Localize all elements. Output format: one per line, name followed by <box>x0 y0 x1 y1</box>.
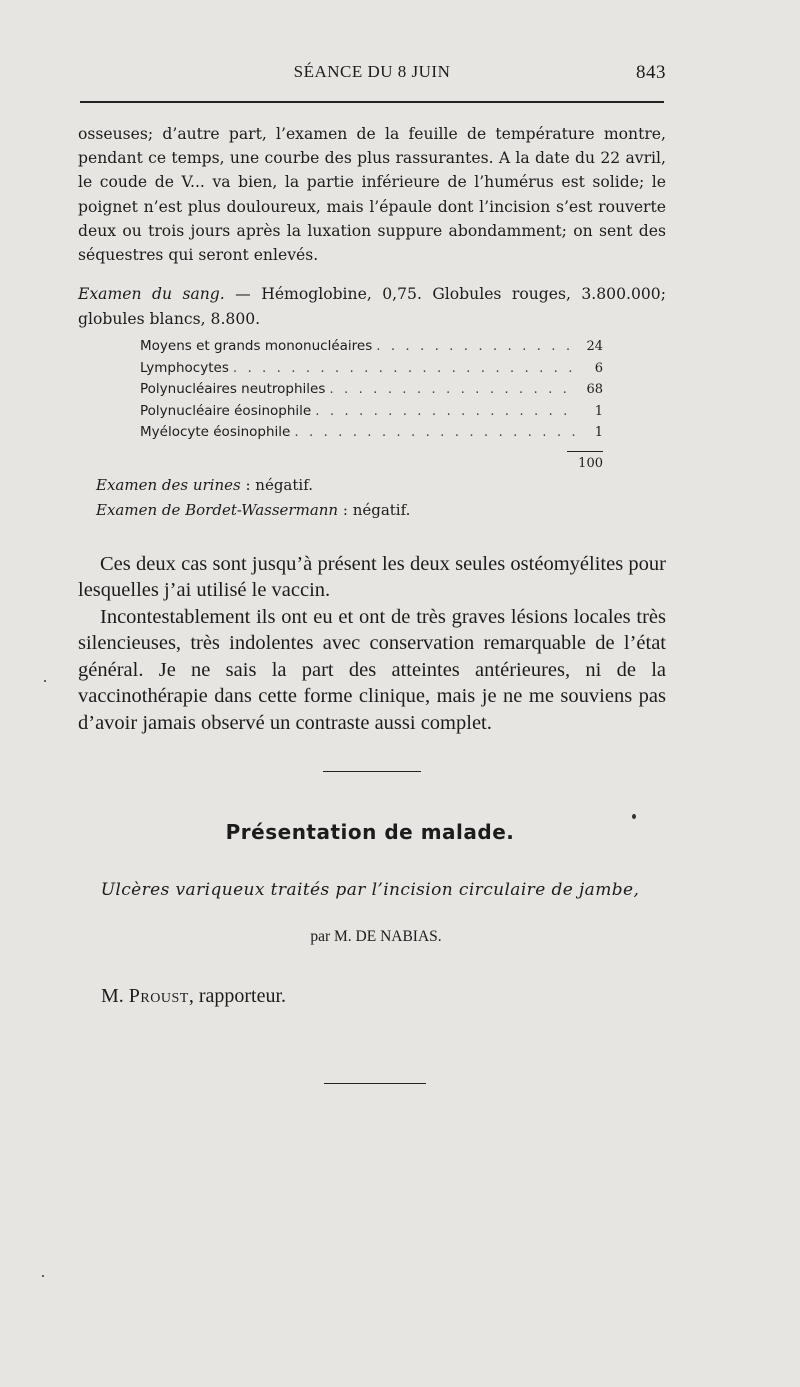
row-value: 1 <box>594 403 603 419</box>
urine-exam-line <box>96 476 313 494</box>
page-header <box>78 62 666 86</box>
urine-exam-result: : négatif. <box>240 476 313 494</box>
section-divider <box>323 771 421 772</box>
page-number: 843 <box>636 62 666 83</box>
blood-exam-label: Examen du sang. <box>78 285 225 303</box>
paragraph-conclusion: Incontestablement ils ont eu et ont de très graves lésions locales très silencieuses, très indolentes avec conservation remarquable de l’état général. Je ne sais la part des atteintes antérieures, ni de la vaccinothérapie dans cette forme clinique, mais je ne me souviens pas d’avoir jamais observé un contraste aussi complet. <box>78 606 666 734</box>
section-byline: par M. DE NABIAS. <box>310 928 442 945</box>
reporter-role: , rapporteur. <box>188 985 287 1007</box>
row-label: Myélocyte éosinophile <box>140 424 291 440</box>
row-value: 1 <box>594 425 603 440</box>
dot-leader <box>315 403 575 419</box>
running-title: SÉANCE DU 8 JUIN <box>293 62 451 81</box>
table-total: 100 <box>578 456 603 471</box>
section-heading: Présentation de malade. <box>225 820 515 844</box>
reporter-line <box>101 985 286 1008</box>
header-rule <box>80 101 664 103</box>
ink-speck <box>632 814 636 819</box>
dot-leader <box>233 360 575 376</box>
row-value: 24 <box>586 339 603 354</box>
total-rule <box>567 451 603 452</box>
table-row <box>140 381 603 403</box>
dot-leader <box>294 424 575 440</box>
table-row <box>140 338 603 360</box>
table-row <box>140 403 603 425</box>
table-row <box>140 360 603 382</box>
row-label: Moyens et grands mononucléaires <box>140 338 373 354</box>
bw-exam-label: Examen de Bordet-Wassermann <box>96 501 339 519</box>
blood-count-table <box>140 338 603 446</box>
row-value: 68 <box>586 382 603 397</box>
reporter-prefix: M. <box>101 985 129 1007</box>
row-value: 6 <box>594 360 603 376</box>
table-row <box>140 424 603 446</box>
reporter-name: Proust <box>128 985 189 1007</box>
blood-exam-paragraph <box>78 282 666 331</box>
row-label: Polynucléaire éosinophile <box>140 402 312 419</box>
section-subtitle: Ulcères variqueux traités par l’incision circulaire de jambe, <box>100 880 640 900</box>
ink-speck <box>42 1275 44 1277</box>
end-divider <box>324 1083 426 1084</box>
bw-exam-line <box>96 501 410 519</box>
row-label: Polynucléaires neutrophiles <box>140 381 326 397</box>
dot-leader <box>329 381 575 397</box>
ink-speck <box>44 680 46 682</box>
blood-exam-text: — Hémoglobine, 0,75. Globules rouges, 3.800.000; globules blancs, 8.800. <box>78 285 666 328</box>
paragraph-two-cases: Ces deux cas sont jusqu’à présent les deux seules ostéomyélites pour lesquelles j’ai utilisé le vaccin. <box>78 553 666 602</box>
dot-leader <box>376 338 575 354</box>
paragraph-case-progress: osseuses; d’autre part, l’examen de la feuille de température montre, pendant ce temps, une courbe des plus rassurantes. A la date du 22 avril, le coude de V... va bien, la partie inférieure de l’humérus est solide; le poignet n’est plus douloureux, mais l’épaule dont l’incision s’est rouverte deux ou trois jours après la luxation suppure abondamment; on sent des séquestres qui seront enlevés. <box>78 125 666 265</box>
bw-exam-result: : négatif. <box>338 501 411 519</box>
urine-exam-label: Examen des urines <box>96 476 241 494</box>
row-label: Lymphocytes <box>140 359 229 376</box>
